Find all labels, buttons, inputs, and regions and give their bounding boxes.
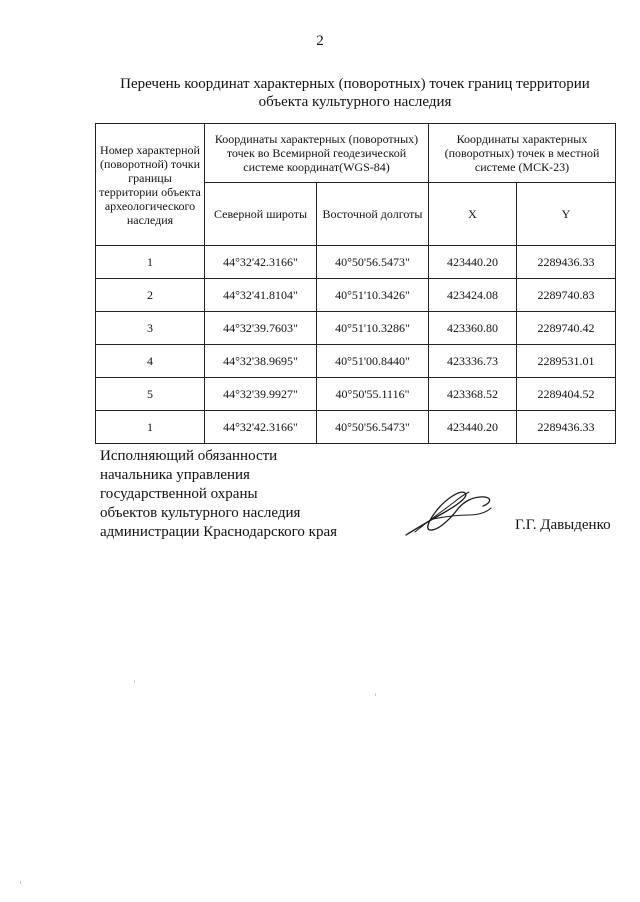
cell-north: 44°32'42.3166" xyxy=(205,411,317,444)
cell-point-number: 4 xyxy=(96,345,205,378)
page-number: 2 xyxy=(316,33,324,49)
header-east-longitude: Восточной долготы xyxy=(317,183,429,246)
cell-east: 40°50'56.5473" xyxy=(317,411,429,444)
signatory-line-5: администрации Краснодарского края xyxy=(100,524,338,540)
cell-y: 2289531.01 xyxy=(517,345,616,378)
signatory-line-1: Исполняющий обязанности xyxy=(100,448,278,464)
header-wgs-group: Координаты характерных (поворотных) точек во Всемирной геодезической системе координат(WGS-84) xyxy=(205,124,429,183)
signatory-line-3: государственной охраны xyxy=(100,486,258,502)
cell-north: 44°32'41.8104" xyxy=(205,279,317,312)
header-msk-group: Координаты характерных (поворотных) точек в местной системе (МСК-23) xyxy=(429,124,616,183)
cell-point-number: 1 xyxy=(96,411,205,444)
cell-north: 44°32'42.3166" xyxy=(205,246,317,279)
signatory-position xyxy=(100,447,337,542)
coordinates-table xyxy=(95,123,616,444)
cell-east: 40°51'00.8440" xyxy=(317,345,429,378)
cell-y: 2289404.52 xyxy=(517,378,616,411)
table-row xyxy=(96,246,616,279)
scan-speck xyxy=(134,680,135,683)
signer-name: Г.Г. Давыденко xyxy=(515,517,611,533)
document-title xyxy=(95,75,615,111)
cell-point-number: 2 xyxy=(96,279,205,312)
cell-point-number: 1 xyxy=(96,246,205,279)
header-y: Y xyxy=(517,183,616,246)
document-title-line-1: Перечень координат характерных (поворотных) точек границ территории xyxy=(120,76,590,92)
scan-speck xyxy=(20,881,21,884)
cell-x: 423424.08 xyxy=(429,279,517,312)
scan-speck xyxy=(375,693,376,696)
cell-north: 44°32'39.7603" xyxy=(205,312,317,345)
cell-x: 423360.80 xyxy=(429,312,517,345)
table-row xyxy=(96,411,616,444)
cell-x: 423440.20 xyxy=(429,246,517,279)
signatory-line-4: объектов культурного наследия xyxy=(100,505,301,521)
table-row xyxy=(96,312,616,345)
table-row xyxy=(96,345,616,378)
cell-y: 2289436.33 xyxy=(517,411,616,444)
cell-east: 40°50'56.5473" xyxy=(317,246,429,279)
cell-x: 423336.73 xyxy=(429,345,517,378)
cell-east: 40°51'10.3286" xyxy=(317,312,429,345)
document-title-line-2: объекта культурного наследия xyxy=(258,94,452,110)
cell-x: 423440.20 xyxy=(429,411,517,444)
cell-y: 2289740.42 xyxy=(517,312,616,345)
cell-x: 423368.52 xyxy=(429,378,517,411)
cell-north: 44°32'38.9695" xyxy=(205,345,317,378)
table-row xyxy=(96,279,616,312)
table-row xyxy=(96,378,616,411)
cell-east: 40°50'55.1116" xyxy=(317,378,429,411)
cell-point-number: 3 xyxy=(96,312,205,345)
header-x: X xyxy=(429,183,517,246)
signatory-line-2: начальника управления xyxy=(100,467,250,483)
cell-north: 44°32'39.9927" xyxy=(205,378,317,411)
cell-y: 2289436.33 xyxy=(517,246,616,279)
cell-east: 40°51'10.3426" xyxy=(317,279,429,312)
cell-point-number: 5 xyxy=(96,378,205,411)
cell-y: 2289740.83 xyxy=(517,279,616,312)
header-point-number: Номер характерной (поворотной) точки границы территории объекта археологического наследия xyxy=(96,124,205,246)
handwritten-signature-mark xyxy=(403,488,495,538)
header-north-latitude: Северной широты xyxy=(205,183,317,246)
